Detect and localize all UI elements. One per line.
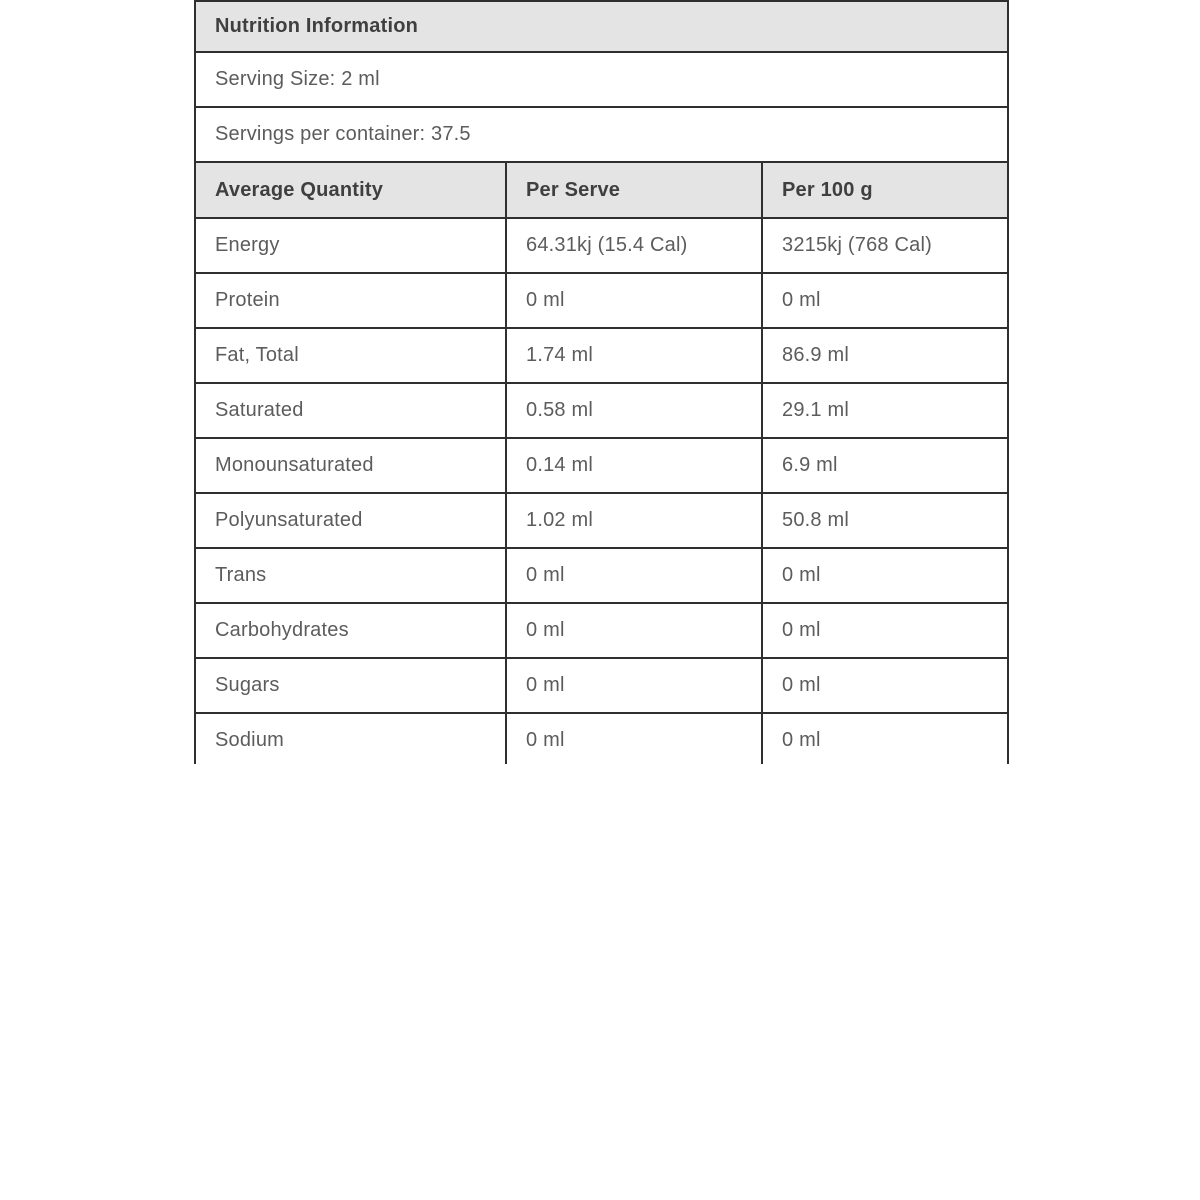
serving-size-text: Serving Size: 2 ml bbox=[195, 52, 1008, 107]
table-row bbox=[195, 603, 1008, 658]
nutrient-label: Saturated bbox=[195, 383, 506, 438]
per-100g-value: 6.9 ml bbox=[762, 438, 1008, 493]
per-serve-value: 0.14 ml bbox=[506, 438, 762, 493]
per-100g-value: 86.9 ml bbox=[762, 328, 1008, 383]
table-title: Nutrition Information bbox=[195, 1, 1008, 52]
column-header-per-serve: Per Serve bbox=[506, 162, 762, 218]
nutrition-table-container bbox=[194, 0, 1010, 764]
servings-per-container-text: Servings per container: 37.5 bbox=[195, 107, 1008, 162]
nutrient-label: Energy bbox=[195, 218, 506, 273]
nutrient-label: Fat, Total bbox=[195, 328, 506, 383]
per-100g-value: 50.8 ml bbox=[762, 493, 1008, 548]
nutrition-table bbox=[194, 0, 1009, 764]
nutrient-label: Sodium bbox=[195, 713, 506, 764]
nutrient-label: Sugars bbox=[195, 658, 506, 713]
column-header-per-100g: Per 100 g bbox=[762, 162, 1008, 218]
per-serve-value: 0 ml bbox=[506, 658, 762, 713]
per-100g-value: 0 ml bbox=[762, 713, 1008, 764]
nutrient-label: Monounsaturated bbox=[195, 438, 506, 493]
per-serve-value: 64.31kj (15.4 Cal) bbox=[506, 218, 762, 273]
nutrient-label: Polyunsaturated bbox=[195, 493, 506, 548]
servings-per-container-row bbox=[195, 107, 1008, 162]
table-row bbox=[195, 493, 1008, 548]
table-row bbox=[195, 658, 1008, 713]
table-row bbox=[195, 383, 1008, 438]
per-serve-value: 0 ml bbox=[506, 713, 762, 764]
per-serve-value: 0 ml bbox=[506, 548, 762, 603]
per-serve-value: 1.74 ml bbox=[506, 328, 762, 383]
serving-size-row bbox=[195, 52, 1008, 107]
table-row bbox=[195, 273, 1008, 328]
column-header-row bbox=[195, 162, 1008, 218]
table-title-row bbox=[195, 1, 1008, 52]
nutrient-label: Carbohydrates bbox=[195, 603, 506, 658]
per-100g-value: 3215kj (768 Cal) bbox=[762, 218, 1008, 273]
per-serve-value: 0 ml bbox=[506, 603, 762, 658]
table-row bbox=[195, 438, 1008, 493]
nutrient-label: Protein bbox=[195, 273, 506, 328]
per-serve-value: 0 ml bbox=[506, 273, 762, 328]
per-serve-value: 1.02 ml bbox=[506, 493, 762, 548]
per-100g-value: 0 ml bbox=[762, 548, 1008, 603]
per-100g-value: 0 ml bbox=[762, 603, 1008, 658]
nutrient-label: Trans bbox=[195, 548, 506, 603]
table-row bbox=[195, 328, 1008, 383]
per-100g-value: 0 ml bbox=[762, 273, 1008, 328]
per-serve-value: 0.58 ml bbox=[506, 383, 762, 438]
table-row bbox=[195, 218, 1008, 273]
nutrition-rows bbox=[195, 218, 1008, 764]
per-100g-value: 0 ml bbox=[762, 658, 1008, 713]
column-header-quantity: Average Quantity bbox=[195, 162, 506, 218]
table-row bbox=[195, 548, 1008, 603]
table-row bbox=[195, 713, 1008, 764]
per-100g-value: 29.1 ml bbox=[762, 383, 1008, 438]
